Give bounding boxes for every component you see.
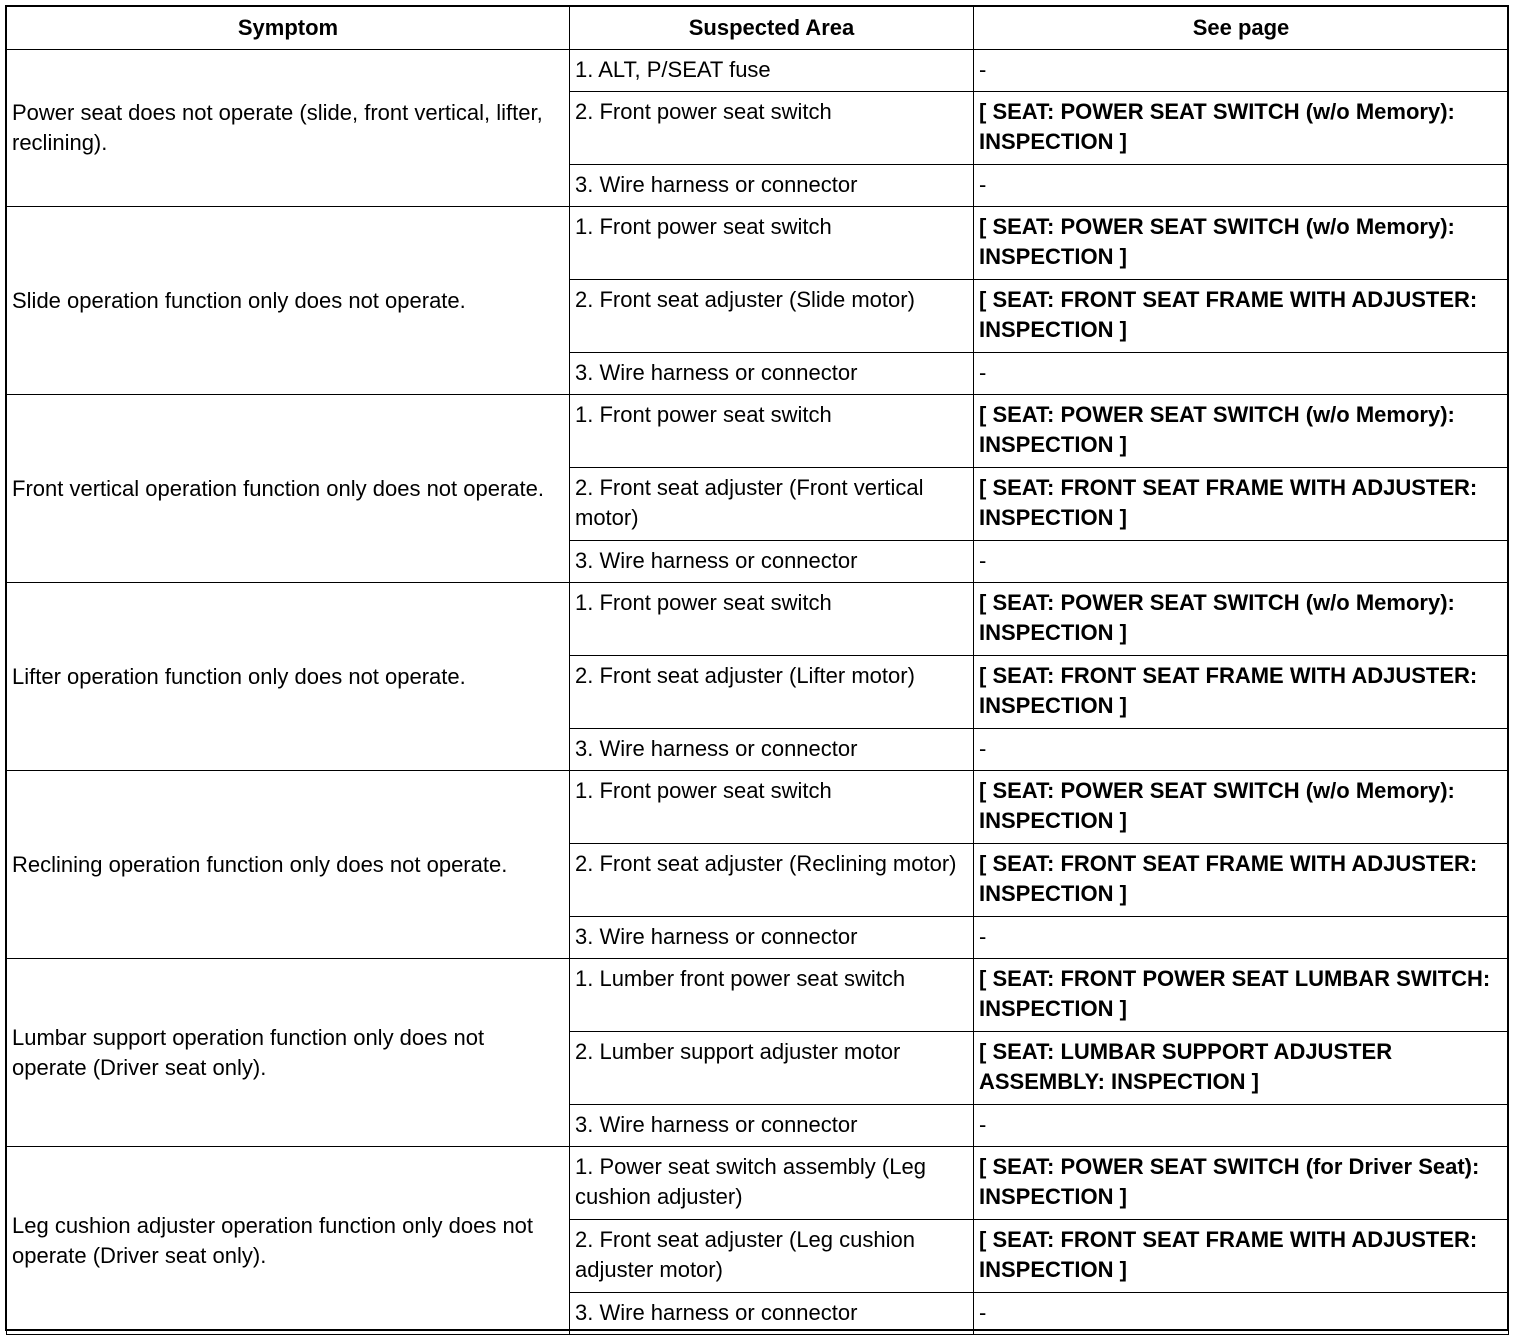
suspected-area-cell: 1. Power seat switch assembly (Leg cushion adjuster) <box>570 1147 974 1220</box>
symptom-cell: Front vertical operation function only does not operate. <box>7 395 570 583</box>
header-symptom: Symptom <box>7 7 570 50</box>
symptom-cell: Lifter operation function only does not operate. <box>7 583 570 771</box>
table-row <box>7 207 1509 280</box>
symptom-cell: Slide operation function only does not operate. <box>7 207 570 395</box>
suspected-area-cell: 2. Front power seat switch <box>570 92 974 165</box>
see-page-cell: - <box>974 541 1509 583</box>
table-body <box>7 50 1509 1335</box>
see-page-link[interactable]: [ SEAT: FRONT SEAT FRAME WITH ADJUSTER: INSPECTION ] <box>974 1220 1509 1293</box>
see-page-link[interactable]: [ SEAT: FRONT SEAT FRAME WITH ADJUSTER: INSPECTION ] <box>974 844 1509 917</box>
suspected-area-cell: 2. Front seat adjuster (Front vertical motor) <box>570 468 974 541</box>
symptom-table <box>6 6 1509 1335</box>
see-page-link[interactable]: [ SEAT: FRONT SEAT FRAME WITH ADJUSTER: INSPECTION ] <box>974 280 1509 353</box>
suspected-area-cell: 1. Front power seat switch <box>570 583 974 656</box>
see-page-cell: - <box>974 353 1509 395</box>
symptom-cell: Leg cushion adjuster operation function only does not operate (Driver seat only). <box>7 1147 570 1335</box>
see-page-link[interactable]: [ SEAT: POWER SEAT SWITCH (w/o Memory): INSPECTION ] <box>974 771 1509 844</box>
see-page-cell: - <box>974 50 1509 92</box>
see-page-link[interactable]: [ SEAT: FRONT SEAT FRAME WITH ADJUSTER: INSPECTION ] <box>974 656 1509 729</box>
header-row <box>7 7 1509 50</box>
see-page-link[interactable]: [ SEAT: FRONT POWER SEAT LUMBAR SWITCH: INSPECTION ] <box>974 959 1509 1032</box>
table-row <box>7 1147 1509 1220</box>
table-header <box>7 7 1509 50</box>
symptom-cell: Lumbar support operation function only does not operate (Driver seat only). <box>7 959 570 1147</box>
suspected-area-cell: 1. Front power seat switch <box>570 395 974 468</box>
suspected-area-cell: 3. Wire harness or connector <box>570 353 974 395</box>
suspected-area-cell: 2. Front seat adjuster (Slide motor) <box>570 280 974 353</box>
see-page-cell: - <box>974 1105 1509 1147</box>
suspected-area-cell: 1. Front power seat switch <box>570 207 974 280</box>
header-see-page: See page <box>974 7 1509 50</box>
suspected-area-cell: 3. Wire harness or connector <box>570 1105 974 1147</box>
see-page-cell: - <box>974 729 1509 771</box>
table-row <box>7 959 1509 1032</box>
suspected-area-cell: 2. Front seat adjuster (Reclining motor) <box>570 844 974 917</box>
see-page-link[interactable]: [ SEAT: POWER SEAT SWITCH (w/o Memory): INSPECTION ] <box>974 583 1509 656</box>
suspected-area-cell: 1. ALT, P/SEAT fuse <box>570 50 974 92</box>
suspected-area-cell: 3. Wire harness or connector <box>570 165 974 207</box>
table-row <box>7 771 1509 844</box>
suspected-area-cell: 3. Wire harness or connector <box>570 1293 974 1335</box>
symptom-cell: Reclining operation function only does not operate. <box>7 771 570 959</box>
suspected-area-cell: 2. Front seat adjuster (Leg cushion adjuster motor) <box>570 1220 974 1293</box>
troubleshooting-sheet <box>6 6 1508 1335</box>
see-page-link[interactable]: [ SEAT: POWER SEAT SWITCH (for Driver Seat): INSPECTION ] <box>974 1147 1509 1220</box>
table-row <box>7 583 1509 656</box>
suspected-area-cell: 2. Front seat adjuster (Lifter motor) <box>570 656 974 729</box>
see-page-link[interactable]: [ SEAT: POWER SEAT SWITCH (w/o Memory): INSPECTION ] <box>974 92 1509 165</box>
table-row <box>7 395 1509 468</box>
table-row <box>7 50 1509 92</box>
see-page-cell: - <box>974 917 1509 959</box>
see-page-link[interactable]: [ SEAT: FRONT SEAT FRAME WITH ADJUSTER: INSPECTION ] <box>974 468 1509 541</box>
see-page-link[interactable]: [ SEAT: POWER SEAT SWITCH (w/o Memory): INSPECTION ] <box>974 207 1509 280</box>
see-page-cell: - <box>974 165 1509 207</box>
see-page-link[interactable]: [ SEAT: LUMBAR SUPPORT ADJUSTER ASSEMBLY: INSPECTION ] <box>974 1032 1509 1105</box>
suspected-area-cell: 1. Lumber front power seat switch <box>570 959 974 1032</box>
suspected-area-cell: 3. Wire harness or connector <box>570 917 974 959</box>
header-suspected-area: Suspected Area <box>570 7 974 50</box>
symptom-cell: Power seat does not operate (slide, front vertical, lifter, reclining). <box>7 50 570 207</box>
suspected-area-cell: 3. Wire harness or connector <box>570 729 974 771</box>
suspected-area-cell: 3. Wire harness or connector <box>570 541 974 583</box>
suspected-area-cell: 1. Front power seat switch <box>570 771 974 844</box>
suspected-area-cell: 2. Lumber support adjuster motor <box>570 1032 974 1105</box>
see-page-cell: - <box>974 1293 1509 1335</box>
see-page-link[interactable]: [ SEAT: POWER SEAT SWITCH (w/o Memory): INSPECTION ] <box>974 395 1509 468</box>
